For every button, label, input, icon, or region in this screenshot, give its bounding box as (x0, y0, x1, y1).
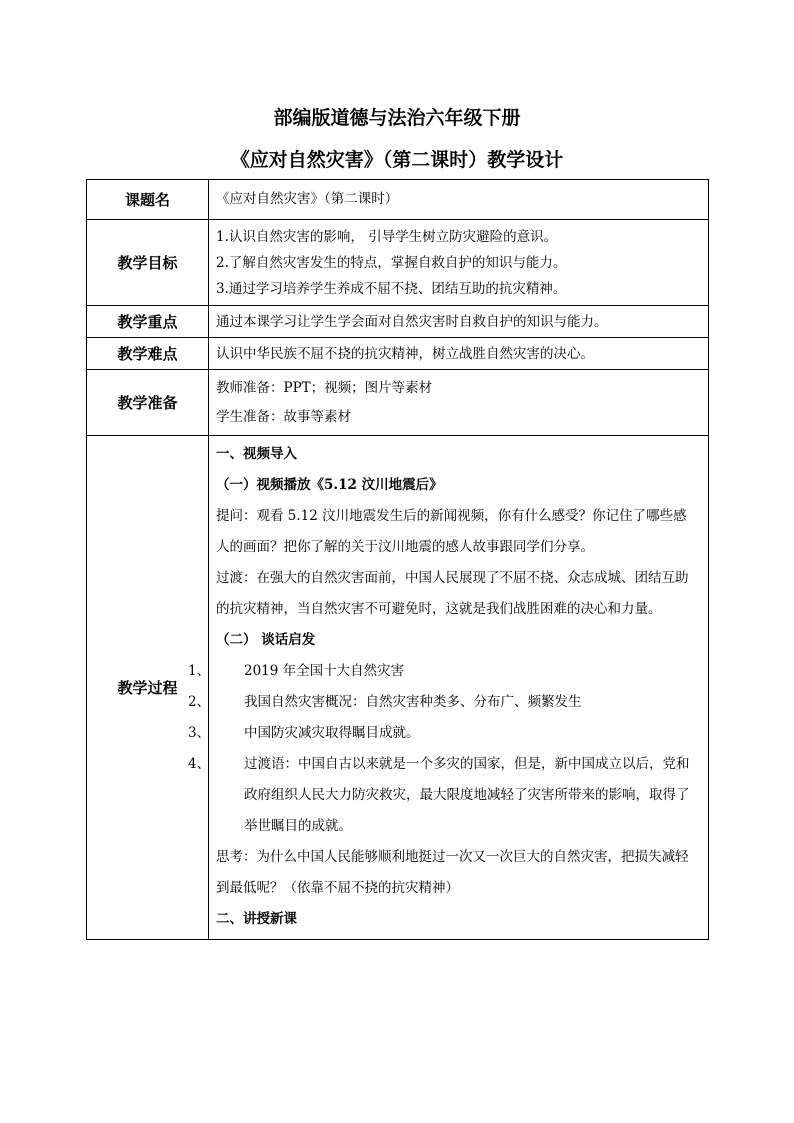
section-heading: 二、讲授新课 (216, 911, 297, 927)
subsection-heading: （一）视频播放《5.12 汶川地震后》 (216, 477, 443, 493)
row-goals (87, 220, 709, 306)
label-difficulty: 教学难点 (87, 338, 209, 370)
document-title: 部编版道德与法治六年级下册 (273, 107, 521, 129)
value-goals (209, 220, 709, 306)
value-prep (209, 370, 709, 436)
transition-paragraph: 过渡：在强大的自然灾害面前，中国人民展现了不屈不挠、众志成城、团结互助的抗灾精神，当自然灾害不可避免时，这就是我们战胜困难的决心和力量。 (216, 570, 689, 617)
row-key (87, 306, 709, 338)
label-goals: 教学目标 (87, 220, 209, 306)
document-subtitle: 《应对自然灾害》（第二课时）教学设计 (230, 149, 564, 171)
goal-item: 3.通过学习培养学生养成不屈不挠、团结互助的抗灾精神。 (216, 280, 567, 297)
section-heading: 一、视频导入 (216, 446, 297, 462)
value-key: 通过本课学习让学生学会面对自然灾害时自救自护的知识与能力。 (209, 306, 709, 338)
list-text: 中国防灾减灾取得瞩目成就。 (244, 725, 420, 741)
list-text: 过渡语：中国自古以来就是一个多灾的国家，但是，新中国成立以后，党和政府组织人民大力防灾救灾，最大限度地减轻了灾害所带来的影响，取得了举世瞩目的成就。 (244, 756, 690, 834)
student-prep: 学生准备：故事等素材 (216, 408, 351, 425)
label-topic: 课题名 (87, 180, 209, 220)
value-process (188, 436, 709, 940)
list-item (188, 749, 700, 842)
label-process: 教学过程 (87, 436, 209, 940)
list-item (188, 656, 700, 687)
label-prep: 教学准备 (87, 370, 209, 436)
list-item (188, 687, 700, 718)
list-number: 4、 (188, 756, 211, 772)
goal-item: 2.了解自然灾害发生的特点，掌握自救自护的知识与能力。 (216, 254, 567, 271)
question-paragraph: 提问：观看 5.12 汶川地震发生后的新闻视频，你有什么感受？你记住了哪些感人的画面？把你了解的关于汶川地震的感人故事跟同学们分享。 (216, 508, 687, 555)
row-difficulty (87, 338, 709, 370)
lesson-plan-table (86, 179, 709, 940)
row-prep (87, 370, 709, 436)
list-number: 2、 (188, 694, 211, 710)
row-process (87, 436, 709, 940)
list-item (188, 718, 700, 749)
think-paragraph: 思考：为什么中国人民能够顺利地挺过一次又一次巨大的自然灾害，把损失减轻到最低呢？（依靠不屈不挠的抗灾精神） (216, 849, 689, 896)
list-text: 我国自然灾害概况：自然灾害种类多、分布广、频繁发生 (244, 694, 582, 710)
goal-item: 1.认识自然灾害的影响， 引导学生树立防灾避险的意识。 (216, 228, 558, 245)
row-topic (87, 180, 709, 220)
teacher-prep: 教师准备：PPT；视频；图片等素材 (216, 379, 433, 396)
value-difficulty: 认识中华民族不屈不挠的抗灾精神，树立战胜自然灾害的决心。 (209, 338, 709, 370)
list-text: 2019 年全国十大自然灾害 (244, 663, 405, 679)
label-key: 教学重点 (87, 306, 209, 338)
list-number: 1、 (188, 663, 211, 679)
list-number: 3、 (188, 725, 211, 741)
value-topic: 《应对自然灾害》（第二课时） (209, 180, 709, 220)
subsection-heading: （二） 谈话启发 (216, 632, 316, 648)
